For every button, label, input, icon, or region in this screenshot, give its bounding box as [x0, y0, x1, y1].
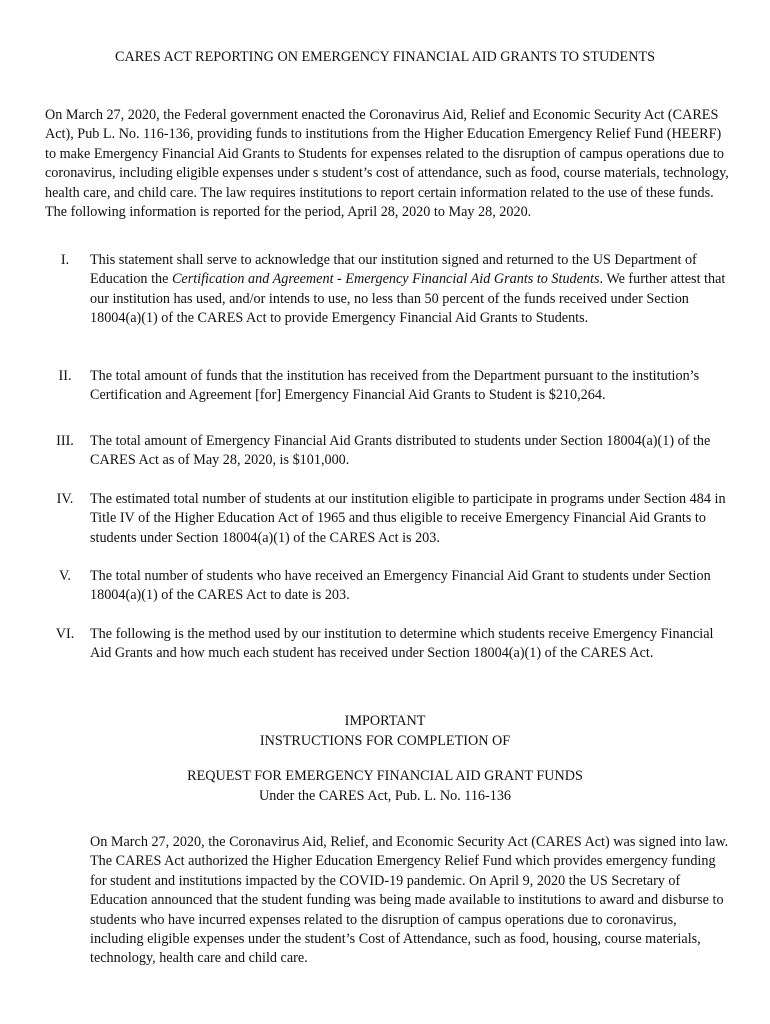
item-numeral: IV. — [56, 491, 74, 507]
item-numeral: III. — [56, 433, 74, 449]
closing-paragraph: On March 27, 2020, the Coronavirus Aid, Relief, and Economic Security Act (CARES Act) was signed into law. The CARES Act authorized the Higher Education Emergency Relief Fund which provides emergency funding for student and institutions impacted by the COVID-19 pandemic. On April 9, 2020 the US Secretary of Education announced that the student funding was being made available to institutions to award and disburse to students who have incurred expenses related to the disruption of campus operations due to coronavirus, including eligible expenses under the student’s Cost of Attendance, such as food, housing, course materials, technology, health care and child care. — [90, 834, 729, 967]
list-item-2 — [45, 367, 735, 406]
item-text: The following is the method used by our institution to determine which students receive Emergency Financial Aid Grants and how much each student has received under Section 18004(a)(1) of the CARES Act. — [90, 626, 714, 662]
document-title: CARES ACT REPORTING ON EMERGENCY FINANCIAL AID GRANTS TO STUDENTS — [114, 49, 655, 65]
request-heading-line2: Under the CARES Act, Pub. L. No. 116-136 — [258, 788, 512, 804]
instructions-heading-line2: INSTRUCTIONS FOR COMPLETION OF — [259, 733, 511, 749]
instructions-heading — [0, 711, 770, 751]
request-heading-line1: REQUEST FOR EMERGENCY FINANCIAL AID GRANT FUNDS — [187, 768, 583, 784]
item-text — [90, 251, 735, 329]
item-numeral: VI. — [55, 626, 75, 642]
list-item-5 — [45, 567, 735, 606]
item-text: The total amount of Emergency Financial Aid Grants distributed to students under Section 18004(a)(1) of the CARES Act as of May 28, 2020, is $101,000. — [90, 433, 711, 469]
item-numeral: II. — [58, 368, 72, 384]
item-text-after: . We further attest that our institution has used, and/or intends to use, no less than 50 percent of the funds received under Section 18004(a)(1) of the CARES Act to provide Emergency Financial Aid Grants to Students. — [90, 271, 726, 327]
list-item-4 — [45, 490, 735, 548]
item-numeral: V. — [59, 568, 71, 584]
list-item-3 — [45, 432, 735, 471]
item-text: The estimated total number of students at our institution eligible to participate in programs under Section 484 in Title IV of the Higher Education Act of 1965 and thus eligible to receive Emergency Financial Aid Grants to students under Section 18004(a)(1) of the CARES Act is 203. — [90, 491, 726, 546]
request-heading — [0, 766, 770, 806]
list-item-1 — [45, 251, 735, 329]
item-text: The total amount of funds that the institution has received from the Department pursuant to the institution’s Certification and Agreement [for] Emergency Financial Aid Grants to Student is $210,264. — [90, 368, 700, 404]
item-numeral: I. — [60, 252, 70, 268]
item-text-before: This statement shall serve to acknowledge that our institution signed and returned to the US Department of Education the — [90, 252, 697, 288]
item-text: The total number of students who have received an Emergency Financial Aid Grant to students under Section 18004(a)(1) of the CARES Act to date is 203. — [90, 568, 711, 604]
instructions-heading-line1: IMPORTANT — [344, 713, 426, 729]
list-item-6 — [45, 625, 735, 664]
intro-paragraph: On March 27, 2020, the Federal government enacted the Coronavirus Aid, Relief and Economic Security Act (CARES Act), Pub L. No. 116-136, providing funds to institutions from the Higher Education Emergency Relief Fund (HEERF) to make Emergency Financial Aid Grants to Students for expenses related to the disruption of campus operations due to coronavirus, including eligible expenses under s student’s cost of attendance, such as food, course materials, technology, health care, and child care. The law requires institutions to report certain information related to the use of these funds. The following information is reported for the period, April 28, 2020 to May 28, 2020. — [45, 107, 729, 221]
item-text-italic: Certification and Agreement - Emergency Financial Aid Grants to Students — [171, 271, 600, 288]
